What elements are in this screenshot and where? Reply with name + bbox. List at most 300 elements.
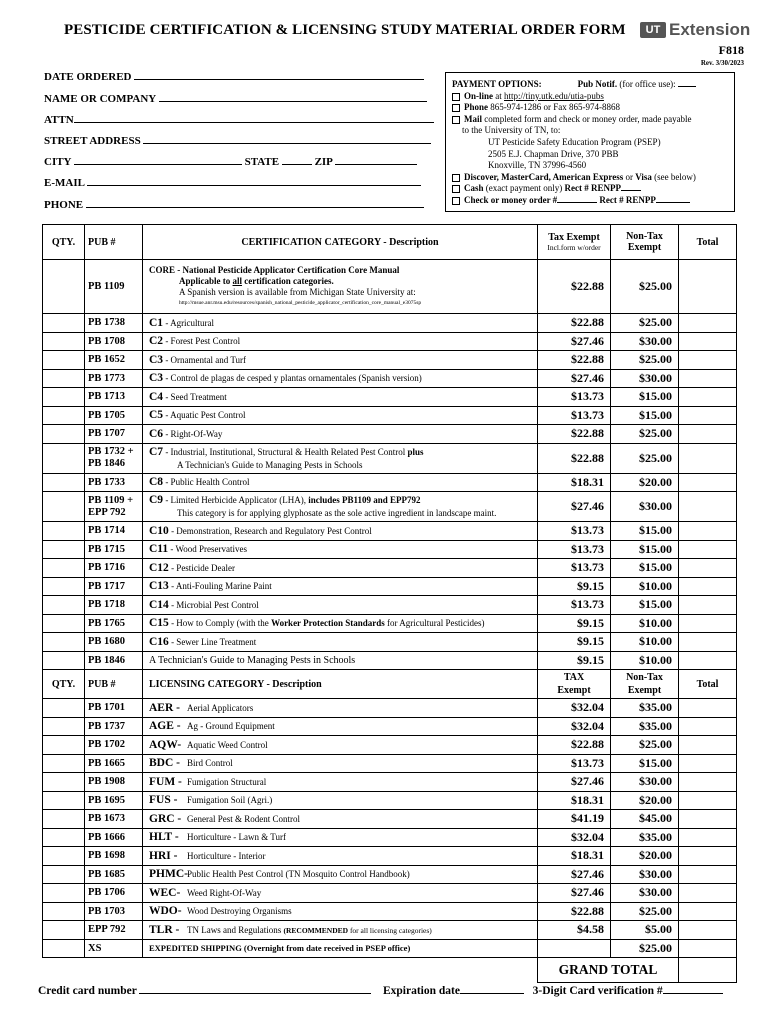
order-table bbox=[42, 224, 737, 983]
mail-checkbox[interactable] bbox=[452, 116, 460, 124]
pub-number: PB 1713 bbox=[85, 388, 143, 407]
table-row bbox=[43, 314, 737, 333]
pub-number: PB 1666 bbox=[85, 828, 143, 847]
pub-header: PUB # bbox=[85, 225, 143, 260]
licensing-desc-header: LICENSING CATEGORY - Description bbox=[143, 670, 538, 699]
check-checkbox[interactable] bbox=[452, 197, 460, 205]
qty-cell[interactable] bbox=[43, 492, 85, 522]
date-ordered-field[interactable] bbox=[44, 70, 424, 83]
pub-number: PB 1652 bbox=[85, 351, 143, 370]
tax-exempt-price: $13.73 bbox=[538, 596, 611, 615]
description: C12 - Pesticide Dealer bbox=[143, 559, 538, 578]
qty-cell[interactable] bbox=[43, 939, 85, 958]
qty-cell[interactable] bbox=[43, 884, 85, 903]
pub-header: PUB # bbox=[85, 670, 143, 699]
description: AER - Aerial Applicators bbox=[143, 699, 538, 718]
pub-number: PB 1701 bbox=[85, 699, 143, 718]
non-tax-price: $15.00 bbox=[611, 596, 679, 615]
total-cell[interactable] bbox=[679, 492, 737, 522]
tax-exempt-price: $32.04 bbox=[538, 717, 611, 736]
tax-exempt-price: $41.19 bbox=[538, 810, 611, 829]
qty-cell[interactable] bbox=[43, 773, 85, 792]
qty-cell[interactable] bbox=[43, 473, 85, 492]
tax-exempt-price: $9.15 bbox=[538, 614, 611, 633]
qty-cell[interactable] bbox=[43, 717, 85, 736]
description: C14 - Microbial Pest Control bbox=[143, 596, 538, 615]
total-cell[interactable] bbox=[679, 443, 737, 473]
tax-exempt-price: $13.73 bbox=[538, 540, 611, 559]
pub-number: PB 1695 bbox=[85, 791, 143, 810]
email-field[interactable] bbox=[44, 176, 421, 189]
tax-exempt-price: $22.88 bbox=[538, 260, 611, 314]
total-cell[interactable] bbox=[679, 614, 737, 633]
tax-exempt-price: $22.88 bbox=[538, 736, 611, 755]
qty-header: QTY. bbox=[43, 670, 85, 699]
table-row bbox=[43, 773, 737, 792]
non-tax-price: $15.00 bbox=[611, 754, 679, 773]
table-row bbox=[43, 540, 737, 559]
non-tax-price: $25.00 bbox=[611, 425, 679, 444]
cert-rows-group-2 bbox=[43, 522, 737, 615]
description: C8 - Public Health Control bbox=[143, 473, 538, 492]
total-cell[interactable] bbox=[679, 754, 737, 773]
tax-exempt-price: $32.04 bbox=[538, 699, 611, 718]
non-tax-price: $25.00 bbox=[611, 260, 679, 314]
table-row bbox=[43, 425, 737, 444]
expiration-label: Expiration date bbox=[382, 985, 460, 997]
pub-notif-label: Pub Notif. bbox=[577, 79, 618, 89]
tax-exempt-price bbox=[538, 939, 611, 958]
total-cell[interactable] bbox=[679, 577, 737, 596]
total-header: Total bbox=[679, 670, 737, 699]
email-label: E-MAIL bbox=[44, 177, 85, 189]
description: C13 - Anti-Fouling Marine Paint bbox=[143, 577, 538, 596]
qty-cell[interactable] bbox=[43, 425, 85, 444]
form-title: PESTICIDE CERTIFICATION & LICENSING STUDY MATERIAL ORDER FORM bbox=[64, 22, 626, 38]
pub-number: PB 1714 bbox=[85, 522, 143, 541]
description: C4 - Seed Treatment bbox=[143, 388, 538, 407]
tax-exempt-price: $22.88 bbox=[538, 351, 611, 370]
tax-exempt-price: $9.15 bbox=[538, 651, 611, 670]
mail-address-line1: UT Pesticide Safety Education Program (PSEP) bbox=[488, 136, 661, 147]
form-number: F818 bbox=[718, 43, 744, 57]
option-cards[interactable]: Discover, MasterCard, American Express or Visa (see below) bbox=[452, 172, 728, 184]
total-cell[interactable] bbox=[679, 828, 737, 847]
total-cell[interactable] bbox=[679, 425, 737, 444]
table-row bbox=[43, 260, 737, 314]
phone-label: PHONE bbox=[44, 199, 84, 211]
description: TLR - TN Laws and Regulations (RECOMMENDED for all licensing categories) bbox=[143, 921, 538, 940]
pub-number: PB 1846 bbox=[85, 651, 143, 670]
tax-exempt-price: $32.04 bbox=[538, 828, 611, 847]
name-company-field[interactable] bbox=[44, 92, 427, 105]
tax-exempt-price: $22.88 bbox=[538, 425, 611, 444]
core-description: CORE - National Pesticide Applicator Certification Core Manual Applicable to all certification categories. A Spanish version is available from Michigan State University at: http://msue.anr.msu.edu/resources/spanish_national_pesticide_applicator_certification_core_manual_e3075sp bbox=[143, 260, 538, 314]
table-row bbox=[43, 902, 737, 921]
pub-number: PB 1705 bbox=[85, 406, 143, 425]
table-row bbox=[43, 577, 737, 596]
description: GRC - General Pest & Rodent Control bbox=[143, 810, 538, 829]
online-checkbox[interactable] bbox=[452, 93, 460, 101]
non-tax-price: $15.00 bbox=[611, 522, 679, 541]
total-cell[interactable] bbox=[679, 260, 737, 314]
zip-label: ZIP bbox=[314, 156, 333, 168]
description: C9 - Limited Herbicide Applicator (LHA), includes PB1109 and EPP792 This category is for applying glyphosate as the sole active ingredient in landscape maint. bbox=[143, 492, 538, 522]
table-row bbox=[43, 332, 737, 351]
total-cell[interactable] bbox=[679, 902, 737, 921]
mail-text2: to the University of TN, to: bbox=[462, 125, 561, 136]
total-cell[interactable] bbox=[679, 921, 737, 940]
description: C15 - How to Comply (with the Worker Protection Standards for Agricultural Pesticides) bbox=[143, 614, 538, 633]
qty-cell[interactable] bbox=[43, 614, 85, 633]
non-tax-price: $35.00 bbox=[611, 717, 679, 736]
tax-exempt-price: $22.88 bbox=[538, 902, 611, 921]
phone-field[interactable] bbox=[44, 198, 424, 211]
total-cell[interactable] bbox=[679, 699, 737, 718]
qty-cell[interactable] bbox=[43, 369, 85, 388]
tax-exempt-price: $18.31 bbox=[538, 791, 611, 810]
tax-exempt-price: $13.73 bbox=[538, 559, 611, 578]
total-cell[interactable] bbox=[679, 717, 737, 736]
pub-number: PB 1737 bbox=[85, 717, 143, 736]
shipping-row bbox=[43, 939, 737, 958]
credit-card-label: Credit card number bbox=[38, 985, 137, 997]
qty-cell[interactable] bbox=[43, 651, 85, 670]
tax-exempt-price: $18.31 bbox=[538, 473, 611, 492]
table-row bbox=[43, 406, 737, 425]
table-row bbox=[43, 351, 737, 370]
pub-number: PB 1733 bbox=[85, 473, 143, 492]
pub-number: PB 1718 bbox=[85, 596, 143, 615]
table-row bbox=[43, 388, 737, 407]
non-tax-price: $25.00 bbox=[611, 902, 679, 921]
pub-number: EPP 792 bbox=[85, 921, 143, 940]
pub-number: PB 1715 bbox=[85, 540, 143, 559]
pub-number: PB 1702 bbox=[85, 736, 143, 755]
non-tax-exempt-header: Non-Tax Exempt bbox=[611, 225, 679, 260]
non-tax-price: $30.00 bbox=[611, 492, 679, 522]
tax-exempt-price: $9.15 bbox=[538, 577, 611, 596]
qty-cell[interactable] bbox=[43, 260, 85, 314]
non-tax-price: $25.00 bbox=[611, 351, 679, 370]
online-url-link[interactable]: http://tiny.utk.edu/utia-pubs bbox=[504, 90, 604, 101]
non-tax-price: $15.00 bbox=[611, 540, 679, 559]
pub-number: PB 1707 bbox=[85, 425, 143, 444]
table-row bbox=[43, 492, 737, 522]
qty-cell[interactable] bbox=[43, 754, 85, 773]
tax-exempt-header: TAX Exempt bbox=[538, 670, 611, 699]
non-tax-price: $30.00 bbox=[611, 369, 679, 388]
non-tax-price: $10.00 bbox=[611, 651, 679, 670]
description: WDO- Wood Destroying Organisms bbox=[143, 902, 538, 921]
mail-address-line2: 2505 E.J. Chapman Drive, 370 PBB bbox=[488, 148, 619, 159]
tax-exempt-price: $27.46 bbox=[538, 884, 611, 903]
table-row bbox=[43, 699, 737, 718]
total-cell[interactable] bbox=[679, 540, 737, 559]
pub-number: PB 1680 bbox=[85, 633, 143, 652]
ut-logo-mark: UT bbox=[640, 22, 666, 38]
qty-cell[interactable] bbox=[43, 406, 85, 425]
total-cell[interactable] bbox=[679, 810, 737, 829]
description: C2 - Forest Pest Control bbox=[143, 332, 538, 351]
tax-exempt-price: $18.31 bbox=[538, 847, 611, 866]
tax-exempt-price: $13.73 bbox=[538, 388, 611, 407]
total-cell[interactable] bbox=[679, 847, 737, 866]
description: FUS - Fumigation Soil (Agri.) bbox=[143, 791, 538, 810]
qty-cell[interactable] bbox=[43, 443, 85, 473]
total-cell[interactable] bbox=[679, 884, 737, 903]
total-cell[interactable] bbox=[679, 351, 737, 370]
description: C7 - Industrial, Institutional, Structural & Health Related Pest Control plus A Technician's Guide to Managing Pests in Schools bbox=[143, 443, 538, 473]
grand-total-cell[interactable] bbox=[679, 958, 737, 983]
table-row bbox=[43, 522, 737, 541]
table-row bbox=[43, 717, 737, 736]
description: EXPEDITED SHIPPING (Overnight from date received in PSEP office) bbox=[143, 939, 538, 958]
total-header: Total bbox=[679, 225, 737, 260]
non-tax-price: $20.00 bbox=[611, 473, 679, 492]
tax-exempt-price: $9.15 bbox=[538, 633, 611, 652]
non-tax-price: $25.00 bbox=[611, 736, 679, 755]
pub-number: PB 1706 bbox=[85, 884, 143, 903]
pub-number: PB 1109 + EPP 792 bbox=[85, 492, 143, 522]
description: A Technician's Guide to Managing Pests in Schools bbox=[143, 651, 538, 670]
licensing-header-row bbox=[43, 670, 737, 699]
description: HLT - Horticulture - Lawn & Turf bbox=[143, 828, 538, 847]
table-row bbox=[43, 884, 737, 903]
pub-number: PB 1732 + PB 1846 bbox=[85, 443, 143, 473]
card-verification-label: 3-Digit Card verification # bbox=[532, 985, 663, 997]
description: C5 - Aquatic Pest Control bbox=[143, 406, 538, 425]
non-tax-price: $20.00 bbox=[611, 847, 679, 866]
qty-cell[interactable] bbox=[43, 828, 85, 847]
payment-heading: PAYMENT OPTIONS: bbox=[452, 79, 542, 89]
table-row bbox=[43, 791, 737, 810]
total-cell[interactable] bbox=[679, 865, 737, 884]
qty-cell[interactable] bbox=[43, 559, 85, 578]
table-row bbox=[43, 614, 737, 633]
qty-cell[interactable] bbox=[43, 522, 85, 541]
pub-number: PB 1908 bbox=[85, 773, 143, 792]
total-cell[interactable] bbox=[679, 939, 737, 958]
option-check[interactable]: Check or money order # Rect # RENPP bbox=[452, 195, 728, 207]
pub-number: PB 1773 bbox=[85, 369, 143, 388]
state-label: STATE bbox=[244, 156, 280, 168]
cards-checkbox[interactable] bbox=[452, 174, 460, 182]
table-row bbox=[43, 828, 737, 847]
cert-desc-header: CERTIFICATION CATEGORY - Description bbox=[143, 225, 538, 260]
non-tax-price: $25.00 bbox=[611, 939, 679, 958]
pub-number: PB 1765 bbox=[85, 614, 143, 633]
tax-exempt-price: $22.88 bbox=[538, 314, 611, 333]
qty-cell[interactable] bbox=[43, 791, 85, 810]
total-cell[interactable] bbox=[679, 633, 737, 652]
total-cell[interactable] bbox=[679, 406, 737, 425]
non-tax-price: $25.00 bbox=[611, 314, 679, 333]
non-tax-price: $35.00 bbox=[611, 699, 679, 718]
non-tax-price: $15.00 bbox=[611, 406, 679, 425]
description: PHMC-Public Health Pest Control (TN Mosquito Control Handbook) bbox=[143, 865, 538, 884]
description: BDC - Bird Control bbox=[143, 754, 538, 773]
pub-number: PB 1685 bbox=[85, 865, 143, 884]
non-tax-price: $15.00 bbox=[611, 559, 679, 578]
total-cell[interactable] bbox=[679, 736, 737, 755]
card-info-line[interactable] bbox=[38, 984, 723, 997]
non-tax-price: $5.00 bbox=[611, 921, 679, 940]
pub-number: PB 1673 bbox=[85, 810, 143, 829]
qty-cell[interactable] bbox=[43, 847, 85, 866]
pub-number: PB 1703 bbox=[85, 902, 143, 921]
total-cell[interactable] bbox=[679, 332, 737, 351]
qty-cell[interactable] bbox=[43, 388, 85, 407]
table-row bbox=[43, 473, 737, 492]
option-cash[interactable]: Cash (exact payment only) Rect # RENPP bbox=[452, 183, 728, 195]
table-row bbox=[43, 633, 737, 652]
cert-header-row bbox=[43, 225, 737, 260]
option-online[interactable]: On-line at http://tiny.utk.edu/utia-pubs bbox=[452, 91, 728, 103]
phone-checkbox[interactable] bbox=[452, 104, 460, 112]
pub-number: PB 1708 bbox=[85, 332, 143, 351]
qty-cell[interactable] bbox=[43, 865, 85, 884]
description: C11 - Wood Preservatives bbox=[143, 540, 538, 559]
ut-extension-logo bbox=[640, 20, 750, 40]
tax-exempt-price: $13.73 bbox=[538, 754, 611, 773]
grand-total-label: GRAND TOTAL bbox=[538, 958, 679, 983]
tax-exempt-price: $27.46 bbox=[538, 492, 611, 522]
tax-exempt-price: $4.58 bbox=[538, 921, 611, 940]
qty-cell[interactable] bbox=[43, 577, 85, 596]
total-cell[interactable] bbox=[679, 651, 737, 670]
total-cell[interactable] bbox=[679, 314, 737, 333]
non-tax-price: $25.00 bbox=[611, 443, 679, 473]
total-cell[interactable] bbox=[679, 791, 737, 810]
description: HRI - Horticulture - Interior bbox=[143, 847, 538, 866]
table-row bbox=[43, 921, 737, 940]
description: C16 - Sewer Line Treatment bbox=[143, 633, 538, 652]
spanish-url-link[interactable]: http://msue.anr.msu.edu/resources/spanish_national_pesticide_applicator_certification_core_manual_e3075sp bbox=[179, 299, 422, 306]
street-label: STREET ADDRESS bbox=[44, 135, 141, 147]
qty-header: QTY. bbox=[43, 225, 85, 260]
non-tax-price: $30.00 bbox=[611, 332, 679, 351]
pub-number: PB 1716 bbox=[85, 559, 143, 578]
attn-field[interactable] bbox=[44, 113, 434, 126]
qty-cell[interactable] bbox=[43, 351, 85, 370]
qty-cell[interactable] bbox=[43, 540, 85, 559]
pub-number: PB 1109 bbox=[85, 260, 143, 314]
description: FUM - Fumigation Structural bbox=[143, 773, 538, 792]
non-tax-price: $10.00 bbox=[611, 633, 679, 652]
tax-exempt-header: Tax Exempt Incl.form w/order bbox=[538, 225, 611, 260]
table-row bbox=[43, 369, 737, 388]
tax-exempt-price: $13.73 bbox=[538, 522, 611, 541]
description: AQW- Aquatic Weed Control bbox=[143, 736, 538, 755]
pub-number: PB 1665 bbox=[85, 754, 143, 773]
description: C3 - Control de plagas de cesped y plantas ornamentales (Spanish version) bbox=[143, 369, 538, 388]
description: C6 - Right-Of-Way bbox=[143, 425, 538, 444]
table-row bbox=[43, 865, 737, 884]
non-tax-price: $35.00 bbox=[611, 828, 679, 847]
grand-total-row bbox=[43, 958, 737, 983]
total-cell[interactable] bbox=[679, 773, 737, 792]
qty-cell[interactable] bbox=[43, 332, 85, 351]
description: C10 - Demonstration, Research and Regulatory Pest Control bbox=[143, 522, 538, 541]
table-row bbox=[43, 736, 737, 755]
revision-date: Rev. 3/30/2023 bbox=[700, 59, 744, 67]
table-row bbox=[43, 754, 737, 773]
non-tax-price: $45.00 bbox=[611, 810, 679, 829]
payment-options-box bbox=[445, 72, 735, 212]
total-cell[interactable] bbox=[679, 473, 737, 492]
pub-number: PB 1717 bbox=[85, 577, 143, 596]
table-row bbox=[43, 596, 737, 615]
table-row bbox=[43, 651, 737, 670]
qty-cell[interactable] bbox=[43, 633, 85, 652]
tax-exempt-price: $27.46 bbox=[538, 369, 611, 388]
name-company-label: NAME OR COMPANY bbox=[44, 93, 156, 105]
city-state-zip-field[interactable] bbox=[44, 155, 417, 168]
description: AGE - Ag - Ground Equipment bbox=[143, 717, 538, 736]
tax-exempt-price: $27.46 bbox=[538, 773, 611, 792]
description: WEC- Weed Right-Of-Way bbox=[143, 884, 538, 903]
total-cell[interactable] bbox=[679, 522, 737, 541]
table-row bbox=[43, 559, 737, 578]
option-phone[interactable]: Phone 865-974-1286 or Fax 865-974-8868 bbox=[452, 102, 728, 114]
office-use-label: (for office use): bbox=[619, 79, 676, 89]
total-cell[interactable] bbox=[679, 388, 737, 407]
table-row bbox=[43, 847, 737, 866]
pub-number: PB 1738 bbox=[85, 314, 143, 333]
pub-number: XS bbox=[85, 939, 143, 958]
non-tax-price: $10.00 bbox=[611, 614, 679, 633]
table-row bbox=[43, 443, 737, 473]
tax-exempt-price: $22.88 bbox=[538, 443, 611, 473]
table-row bbox=[43, 810, 737, 829]
qty-cell[interactable] bbox=[43, 810, 85, 829]
cash-checkbox[interactable] bbox=[452, 185, 460, 193]
total-cell[interactable] bbox=[679, 369, 737, 388]
logo-text: Extension bbox=[669, 20, 751, 39]
non-tax-price: $15.00 bbox=[611, 388, 679, 407]
total-cell[interactable] bbox=[679, 559, 737, 578]
tax-exempt-price: $27.46 bbox=[538, 332, 611, 351]
mail-address-line3: Knoxville, TN 37996-4560 bbox=[488, 160, 587, 171]
licensing-rows bbox=[43, 699, 737, 921]
qty-cell[interactable] bbox=[43, 921, 85, 940]
non-tax-price: $30.00 bbox=[611, 884, 679, 903]
non-tax-price: $30.00 bbox=[611, 865, 679, 884]
non-tax-exempt-header: Non-Tax Exempt bbox=[611, 670, 679, 699]
description: C1 - Agricultural bbox=[143, 314, 538, 333]
attn-label: ATTN bbox=[44, 114, 74, 126]
qty-cell[interactable] bbox=[43, 902, 85, 921]
non-tax-price: $30.00 bbox=[611, 773, 679, 792]
street-address-field[interactable] bbox=[44, 134, 431, 147]
tax-exempt-price: $27.46 bbox=[538, 865, 611, 884]
qty-cell[interactable] bbox=[43, 596, 85, 615]
pub-number: PB 1698 bbox=[85, 847, 143, 866]
non-tax-price: $10.00 bbox=[611, 577, 679, 596]
option-mail[interactable]: Mail completed form and check or money order, made payable bbox=[452, 114, 728, 126]
description: C3 - Ornamental and Turf bbox=[143, 351, 538, 370]
qty-cell[interactable] bbox=[43, 699, 85, 718]
total-cell[interactable] bbox=[679, 596, 737, 615]
date-ordered-label: DATE ORDERED bbox=[44, 71, 132, 83]
qty-cell[interactable] bbox=[43, 314, 85, 333]
qty-cell[interactable] bbox=[43, 736, 85, 755]
tax-exempt-price: $13.73 bbox=[538, 406, 611, 425]
non-tax-price: $20.00 bbox=[611, 791, 679, 810]
city-label: CITY bbox=[44, 156, 72, 168]
cert-rows-group-1 bbox=[43, 314, 737, 444]
